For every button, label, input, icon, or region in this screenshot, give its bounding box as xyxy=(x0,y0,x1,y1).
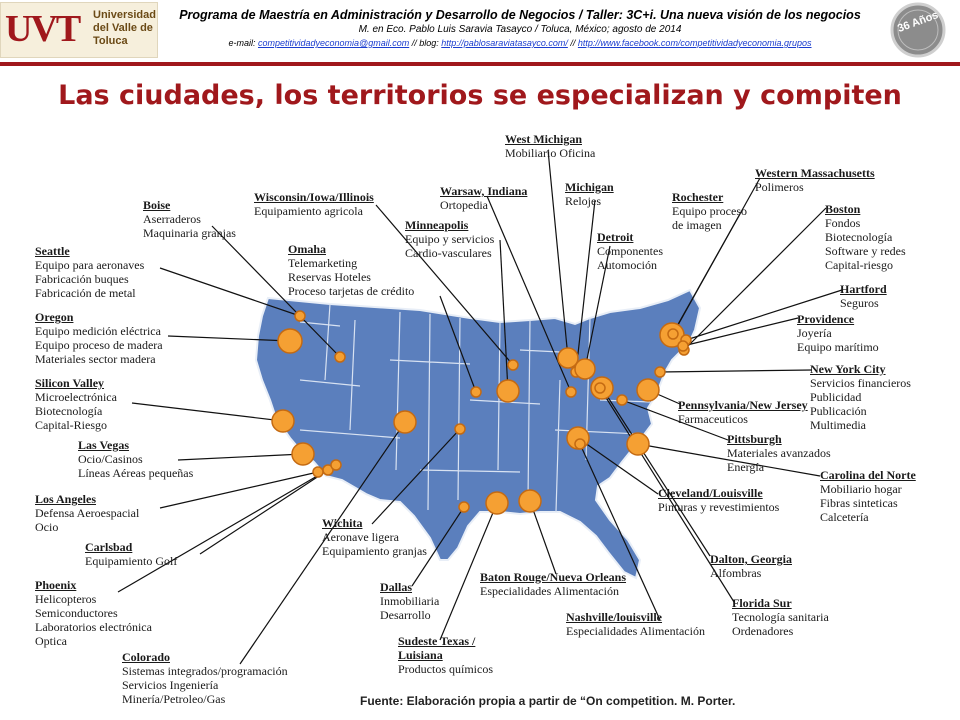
cluster-title: Carolina del Norte xyxy=(820,468,916,482)
cluster-dot-phoenix[interactable] xyxy=(331,460,341,470)
cluster-line: Equipamiento granjas xyxy=(322,544,427,558)
cluster-line: Publicidad xyxy=(810,390,862,404)
cluster-line: Helicopteros xyxy=(35,592,97,606)
logo-mark: UVT xyxy=(5,8,80,50)
cluster-dot-florida[interactable] xyxy=(595,383,605,393)
cluster-title: Boise xyxy=(143,198,171,212)
cluster-label-las-vegas xyxy=(78,438,193,480)
blog-link[interactable]: http://pablosaraviatasayco.com/ xyxy=(441,38,568,48)
cluster-title: Phoenix xyxy=(35,578,77,592)
cluster-dot-providence[interactable] xyxy=(678,341,688,351)
cluster-title: Colorado xyxy=(122,650,170,664)
cluster-label-providence xyxy=(797,312,879,354)
cluster-dot-carolina[interactable] xyxy=(627,433,649,455)
leader-line-carlsbad xyxy=(200,470,328,554)
blog-label: // blog: xyxy=(411,38,439,48)
cluster-label-phoenix xyxy=(35,578,152,648)
separator: // xyxy=(570,38,576,48)
cluster-label-nashville xyxy=(566,610,705,638)
seal-text: 36 Años xyxy=(896,9,940,35)
cluster-line: Componentes xyxy=(597,244,663,258)
cluster-label-new-york xyxy=(810,362,911,432)
cluster-line: Aserraderos xyxy=(143,212,201,226)
cluster-label-dalton xyxy=(710,552,792,580)
cluster-line: Equipo marítimo xyxy=(797,340,879,354)
cluster-line: Especialidades Alimentación xyxy=(480,584,619,598)
cluster-label-silicon-valley xyxy=(35,376,117,432)
cluster-line: Microelectrónica xyxy=(35,390,117,404)
cluster-line: Pinturas y revestimientos xyxy=(658,500,780,514)
cluster-line: Fabricación de metal xyxy=(35,286,136,300)
cluster-line: Productos químicos xyxy=(398,662,493,676)
cluster-title: Omaha xyxy=(288,242,327,256)
cluster-line: Reservas Hoteles xyxy=(288,270,371,284)
email-label: e-mail: xyxy=(228,38,256,48)
cluster-label-oregon xyxy=(35,310,163,366)
cluster-title: Sudeste Texas / Luisiana xyxy=(398,634,476,662)
cluster-line: Maquinaria granjas xyxy=(143,226,236,240)
cluster-title: Pennsylvania/New Jersey xyxy=(678,398,808,412)
cluster-line: Capital-riesgo xyxy=(825,258,893,272)
cluster-title: Los Angeles xyxy=(35,492,97,506)
cluster-line: Calcetería xyxy=(820,510,869,524)
cluster-line: Equipamiento agricola xyxy=(254,204,363,218)
cluster-line: Fondos xyxy=(825,216,861,230)
cluster-line: Optica xyxy=(35,634,67,648)
cluster-title: West Michigan xyxy=(505,132,582,146)
cluster-line: Capital-Riesgo xyxy=(35,418,107,432)
cluster-label-los-angeles xyxy=(35,492,139,534)
cluster-label-detroit xyxy=(597,230,663,272)
cluster-dot-baton-rouge[interactable] xyxy=(519,490,541,512)
cluster-dot-minneapolis[interactable] xyxy=(497,380,519,402)
cluster-line: Defensa Aeroespacial xyxy=(35,506,140,520)
cluster-title: Hartford xyxy=(840,282,887,296)
cluster-title: Warsaw, Indiana xyxy=(440,184,528,198)
cluster-dot-western-massachusetts[interactable] xyxy=(668,329,678,339)
email-link[interactable]: competitividadyeconomia@gmail.com xyxy=(258,38,410,48)
cluster-line: Equipo para aeronaves xyxy=(35,258,145,272)
leader-line-silicon-valley xyxy=(132,403,283,421)
cluster-line: Equipo proceso xyxy=(672,204,747,218)
cluster-line: Equipo medición eléctrica xyxy=(35,324,161,338)
cluster-dot-west-michigan[interactable] xyxy=(558,348,578,368)
leader-line-new-york xyxy=(660,370,812,372)
cluster-label-pennsylvania xyxy=(678,398,808,426)
cluster-line: Biotecnología xyxy=(35,404,103,418)
page-title: Las ciudades, los territorios se especializan y compiten xyxy=(58,80,902,111)
cluster-line: Telemarketing xyxy=(288,256,358,270)
cluster-line: Farmaceuticos xyxy=(678,412,748,426)
program-line: Programa de Maestría en Administración y Desarrollo de Negocios / Taller: 3C+i. Una nueva visión de los negocios xyxy=(179,8,861,22)
cluster-label-wisconsin xyxy=(254,190,374,218)
cluster-dot-new-york[interactable] xyxy=(655,367,665,377)
cluster-dot-boise[interactable] xyxy=(335,352,345,362)
cluster-dot-wisconsin[interactable] xyxy=(508,360,518,370)
cluster-line: Seguros xyxy=(840,296,879,310)
cluster-dot-warsaw[interactable] xyxy=(566,387,576,397)
cluster-line: Semiconductores xyxy=(35,606,118,620)
cluster-line: Alfombras xyxy=(710,566,762,580)
cluster-label-rochester xyxy=(672,190,747,232)
cluster-dot-wichita[interactable] xyxy=(455,424,465,434)
cluster-line: Fabricación buques xyxy=(35,272,129,286)
cluster-label-seattle xyxy=(35,244,144,300)
author-line: M. en Eco. Pablo Luis Saravia Tasayco / Toluca, México; agosto de 2014 xyxy=(358,24,682,35)
cluster-line: Ocio xyxy=(35,520,59,534)
cluster-title: Providence xyxy=(797,312,855,326)
cluster-title: Detroit xyxy=(597,230,634,244)
cluster-dot-oregon[interactable] xyxy=(278,329,302,353)
leader-line-seattle xyxy=(160,268,300,316)
cluster-line: Multimedia xyxy=(810,418,866,432)
cluster-dot-pennsylvania[interactable] xyxy=(637,379,659,401)
cluster-dot-dallas[interactable] xyxy=(459,502,469,512)
cluster-line: Inmobiliaria xyxy=(380,594,440,608)
cluster-title: Minneapolis xyxy=(405,218,469,232)
leader-line-las-vegas xyxy=(178,454,303,460)
cluster-line: Minería/Petroleo/Gas xyxy=(122,692,226,706)
cluster-line: Publicación xyxy=(810,404,867,418)
cluster-line: Energía xyxy=(727,460,765,474)
cluster-line: Laboratorios electrónica xyxy=(35,620,152,634)
cluster-dot-nashville[interactable] xyxy=(575,439,585,449)
cluster-line: Servicios financieros xyxy=(810,376,911,390)
cluster-title: Boston xyxy=(825,202,861,216)
cluster-line: Materiales avanzados xyxy=(727,446,831,460)
cluster-line: Especialidades Alimentación xyxy=(566,624,705,638)
cluster-line: Fibras sinteticas xyxy=(820,496,898,510)
cluster-title: Western Massachusetts xyxy=(755,166,875,180)
cluster-title: Carlsbad xyxy=(85,540,133,554)
cluster-label-warsaw xyxy=(440,184,527,212)
cluster-title: Florida Sur xyxy=(732,596,792,610)
cluster-label-hartford xyxy=(840,282,887,310)
cluster-title: Wisconsin/Iowa/Illinois xyxy=(254,190,374,204)
cluster-label-sudeste-texas xyxy=(398,634,498,676)
cluster-dot-pittsburgh[interactable] xyxy=(617,395,627,405)
cluster-line: Cardio-vasculares xyxy=(405,246,492,260)
cluster-title: New York City xyxy=(810,362,886,376)
cluster-line: de imagen xyxy=(672,218,722,232)
cluster-title: Rochester xyxy=(672,190,724,204)
cluster-line: Equipo y servicios xyxy=(405,232,495,246)
cluster-title: Dalton, Georgia xyxy=(710,552,792,566)
cluster-line: Biotecnología xyxy=(825,230,893,244)
cluster-label-carolina xyxy=(820,468,916,524)
cluster-dot-seattle[interactable] xyxy=(295,311,305,321)
cluster-line: Software y redes xyxy=(825,244,906,258)
cluster-label-pittsburgh xyxy=(727,432,831,474)
cluster-line: Joyería xyxy=(797,326,832,340)
cluster-dot-los-angeles[interactable] xyxy=(313,467,323,477)
cluster-label-florida xyxy=(732,596,829,638)
cluster-label-carlsbad xyxy=(85,540,177,568)
cluster-title: Pittsburgh xyxy=(727,432,782,446)
cluster-title: Nashville/louisville xyxy=(566,610,663,624)
cluster-line: Ortopedia xyxy=(440,198,488,212)
cluster-label-michigan xyxy=(565,180,614,208)
cluster-line: Relojes xyxy=(565,194,601,208)
cluster-label-minneapolis xyxy=(405,218,494,260)
cluster-label-wichita xyxy=(322,516,427,558)
cluster-title: Dallas xyxy=(380,580,413,594)
cluster-dot-silicon-valley[interactable] xyxy=(272,410,294,432)
facebook-link[interactable]: http://www.facebook.com/competitividadyeconomia.grupos xyxy=(577,38,812,48)
cluster-label-baton-rouge xyxy=(480,570,626,598)
cluster-label-cleveland xyxy=(658,486,779,514)
cluster-line: Mobiliario Oficina xyxy=(505,146,596,160)
cluster-line: Ocio/Casinos xyxy=(78,452,143,466)
cluster-label-dallas xyxy=(380,580,439,622)
cluster-line: Aeronave ligera xyxy=(322,530,399,544)
cluster-line: Equipamiento Golf xyxy=(85,554,178,568)
source-note: Fuente: Elaboración propia a partir de “On competition. M. Porter. xyxy=(360,694,736,708)
cluster-title: Baton Rouge/Nueva Orleans xyxy=(480,570,627,584)
cluster-line: Servicios Ingeniería xyxy=(122,678,219,692)
cluster-label-colorado xyxy=(122,650,288,706)
cluster-line: Ordenadores xyxy=(732,624,794,638)
cluster-dot-sudeste-texas[interactable] xyxy=(486,492,508,514)
cluster-dot-detroit[interactable] xyxy=(575,359,595,379)
cluster-title: Seattle xyxy=(35,244,70,258)
cluster-title: Oregon xyxy=(35,310,74,324)
leader-line-phoenix xyxy=(118,465,336,592)
cluster-label-omaha xyxy=(288,242,414,298)
logo-text: Universidad del Valle de Toluca xyxy=(93,9,156,47)
cluster-line: Tecnología sanitaria xyxy=(732,610,829,624)
cluster-title: Cleveland/Louisville xyxy=(658,486,763,500)
cluster-title: Michigan xyxy=(565,180,614,194)
cluster-line: Proceso tarjetas de crédito xyxy=(288,284,415,298)
cluster-line: Automoción xyxy=(597,258,657,272)
cluster-title: Las Vegas xyxy=(78,438,130,452)
cluster-line: Sistemas integrados/programación xyxy=(122,664,288,678)
cluster-line: Materiales sector madera xyxy=(35,352,156,366)
cluster-label-boise xyxy=(143,198,236,240)
cluster-line: Polimeros xyxy=(755,180,804,194)
cluster-label-western-massachusetts xyxy=(755,166,875,194)
cluster-line: Líneas Aéreas pequeñas xyxy=(78,466,194,480)
cluster-line: Equipo proceso de madera xyxy=(35,338,163,352)
cluster-dot-colorado[interactable] xyxy=(394,411,416,433)
cluster-label-boston xyxy=(825,202,906,272)
cluster-label-west-michigan xyxy=(505,132,595,160)
cluster-title: Wichita xyxy=(322,516,363,530)
cluster-line: Mobiliario hogar xyxy=(820,482,902,496)
cluster-line: Desarrollo xyxy=(380,608,431,622)
cluster-dot-las-vegas[interactable] xyxy=(292,443,314,465)
cluster-title: Silicon Valley xyxy=(35,376,105,390)
cluster-dot-omaha[interactable] xyxy=(471,387,481,397)
